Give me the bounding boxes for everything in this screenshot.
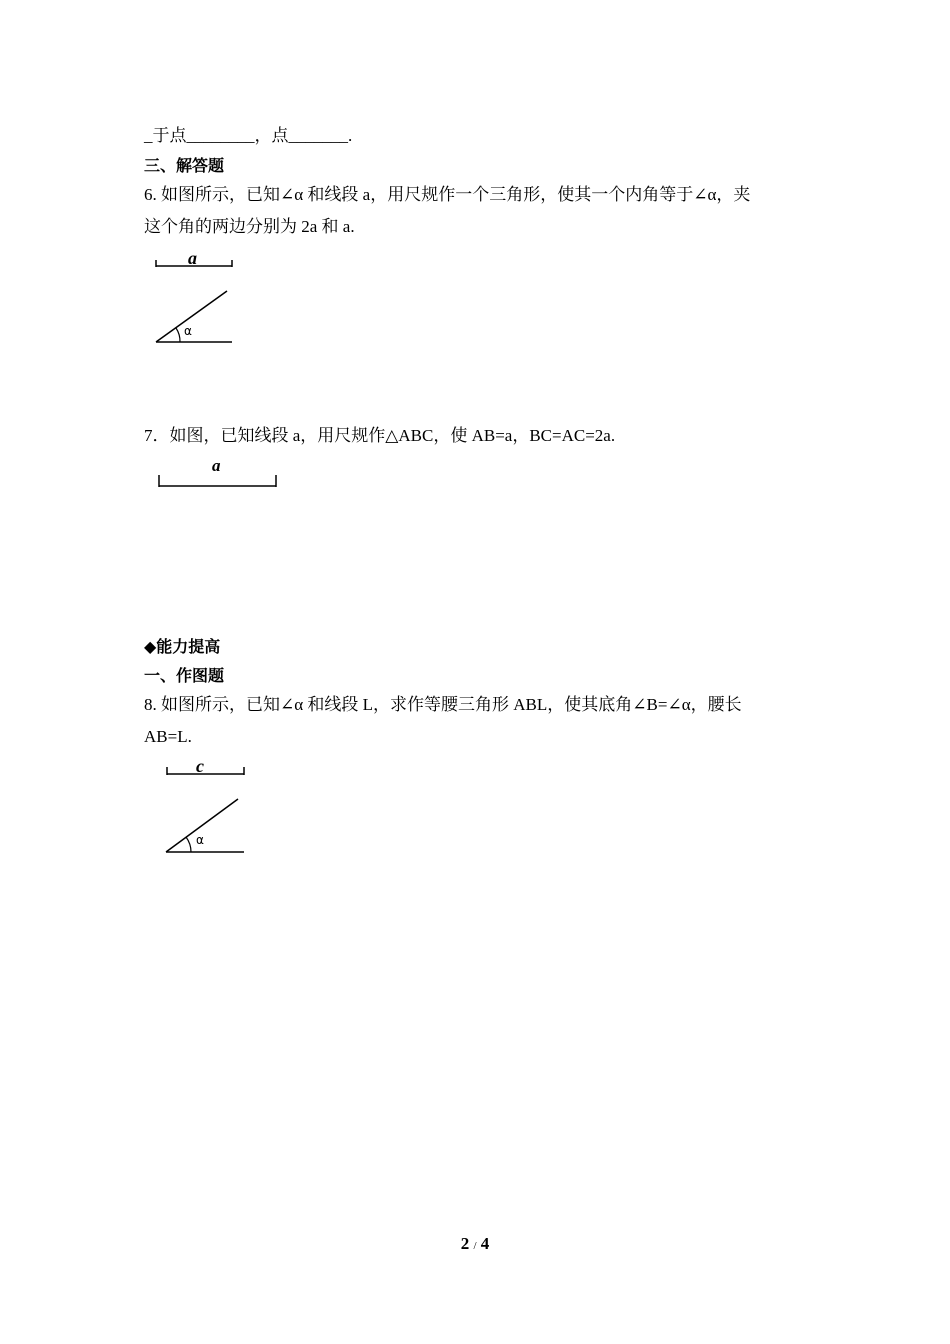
q8-angle-figure (160, 794, 252, 858)
q8-text-line1: 8. 如图所示，已知∠α 和线段 L，求作等腰三角形 ABL，使其底角∠B=∠α，腰长 (144, 695, 742, 714)
page-footer (0, 1234, 950, 1254)
q8-angle-arc (186, 837, 191, 852)
q6-text-line2: 这个角的两边分别为 2a 和 a. (144, 217, 355, 236)
q6-angle-figure (150, 284, 240, 348)
q8-text-line2: AB=L. (144, 727, 192, 746)
q6-text-line1: 6. 如图所示，已知∠α 和线段 a，用尺规作一个三角形，使其一个内角等于∠α，夹 (144, 185, 751, 204)
q6-segment-figure (150, 248, 240, 272)
q8-angle-label: α (196, 833, 204, 847)
page-total: 4 (480, 1234, 490, 1253)
q7-segment-figure (150, 455, 286, 491)
section-heading-construction: 一、作图题 (144, 666, 225, 685)
page-separator: / (473, 1240, 477, 1252)
q7-segment-label: a (212, 456, 221, 475)
advanced-heading: ◆能力提高 (144, 637, 221, 656)
section-heading-answer: 三、解答题 (144, 156, 225, 175)
page-number: 2 (460, 1234, 470, 1253)
q6-angle-label: α (184, 324, 192, 338)
q5-answer-tail: _于点________，点_______. (144, 126, 353, 145)
q6-segment-label: a (188, 248, 197, 268)
q7-text: 7．如图，已知线段 a，用尺规作△ABC，使 AB=a，BC=AC=2a. (144, 426, 616, 445)
q6-angle-arc (176, 328, 180, 342)
q8-segment-figure (160, 758, 252, 782)
q8-segment-label: c (196, 758, 204, 776)
